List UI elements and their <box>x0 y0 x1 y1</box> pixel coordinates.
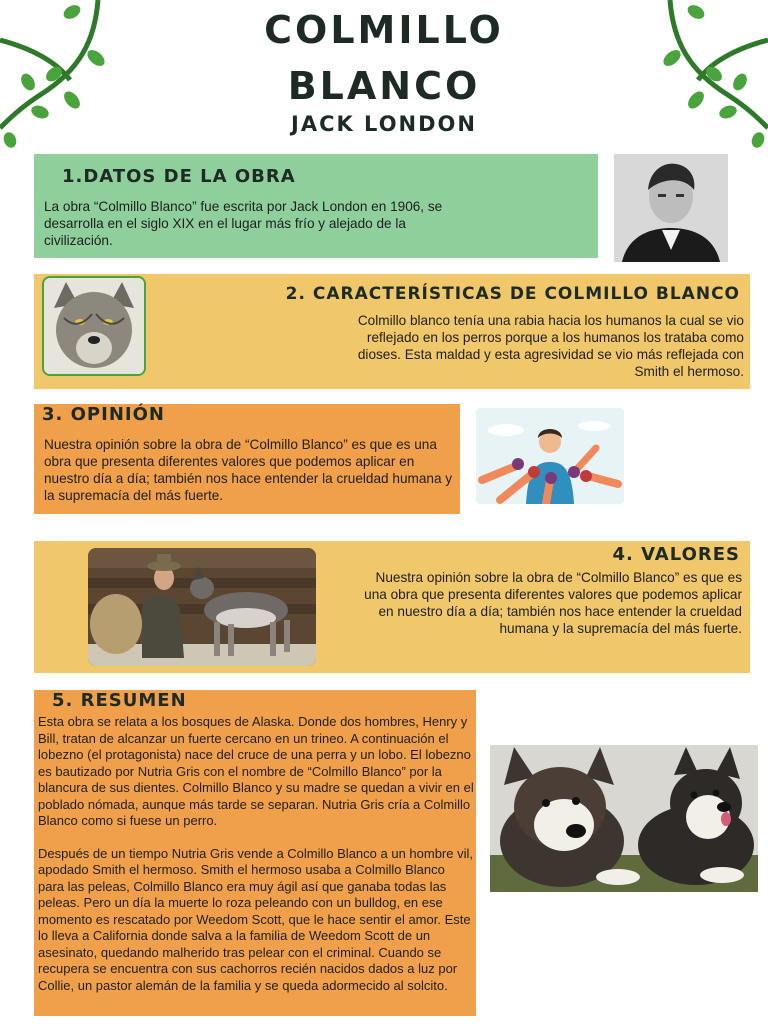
section-caracteristicas-heading: 2. CARACTERÍSTICAS DE COLMILLO BLANCO <box>285 284 740 304</box>
section-resumen-text <box>38 714 474 994</box>
section-opinion-text: Nuestra opinión sobre la obra de “Colmillo Blanco” es que es una obra que presenta diferentes valores que podemos aplicar en nuestro día a día; también nos hace entender la crueldad humana y la supremacía del más fuerte. <box>44 437 453 503</box>
title-line-1: COLMILLO <box>264 8 504 52</box>
resumen-paragraph-2: Después de un tiempo Nutria Gris vende a Colmillo Blanco a un hombre vil, apodado Smith el hermoso. Smith el hermoso usaba a Colmillo Blanco para las peleas, Colmillo Blanco era muy ágil así que ganaba todas las peleas. Pero un día la muerte lo roza peleando con un bulldog, en ese momento es rescatado por Weedom Scott, que le hace sentir el amor. Este lo lleva a California donde salva a la familia de Weedom Scott de un asesinato, quedando malherido tras pelear con el criminal. Cuando se recupera se encuentra con sus cachorros recién nacidos dados a luz por Collie, un pastor alemán de la familia y se queda adormecido al solcito. <box>38 845 473 993</box>
resumen-paragraph-1: Esta obra se relata a los bosques de Alaska. Donde dos hombres, Henry y Bill, tratan de alcanzar un fuerte cercano en un trineo. A continuación el lobezno (el protagonista) nace del cruce de una perra y un lobo. El lobezno es bautizado por Nutria Gris con el nombre de “Colmillo Blanco” por la blancura de sus dientes. Colmillo Blanco y su madre se quedan a vivir en el poblado nómada, aunque más tarde se separan. Nutria Gris cría a Colmillo Blanco como si fuese un perro. <box>38 714 474 828</box>
section-datos-text: La obra “Colmillo Blanco” fue escrita por Jack London en 1906, se desarrolla en el siglo XIX en el lugar más frío y alejado de la civilización. <box>44 199 443 248</box>
jack-london-portrait <box>614 154 728 262</box>
section-datos-heading: 1.DATOS DE LA OBRA <box>62 166 296 187</box>
man-with-wolf-photo <box>88 548 316 666</box>
wolf-portrait <box>42 276 146 376</box>
section-valores-text: Nuestra opinión sobre la obra de “Colmillo Blanco” es que es una obra que presenta diferentes valores que podemos aplicar en nuestro día a día; también nos hace entender la crueldad humana y la supremacía del más fuerte. <box>364 570 742 636</box>
section-resumen-heading: 5. RESUMEN <box>52 690 187 711</box>
section-opinion-heading: 3. OPINIÓN <box>42 404 165 425</box>
section-valores-heading: 4. VALORES <box>612 544 740 565</box>
author-name: JACK LONDON <box>291 112 477 136</box>
interview-illustration <box>476 408 624 504</box>
section-caracteristicas-text: Colmillo blanco tenía una rabia hacia los humanos la cual se vio reflejado en los perros porque a los humanos los trataba como dioses. Esta maldad y esta agresividad se vio más reflejada con Smith el hermoso. <box>357 313 744 379</box>
title-line-2: BLANCO <box>287 64 481 108</box>
husky-dogs-photo <box>490 745 758 892</box>
